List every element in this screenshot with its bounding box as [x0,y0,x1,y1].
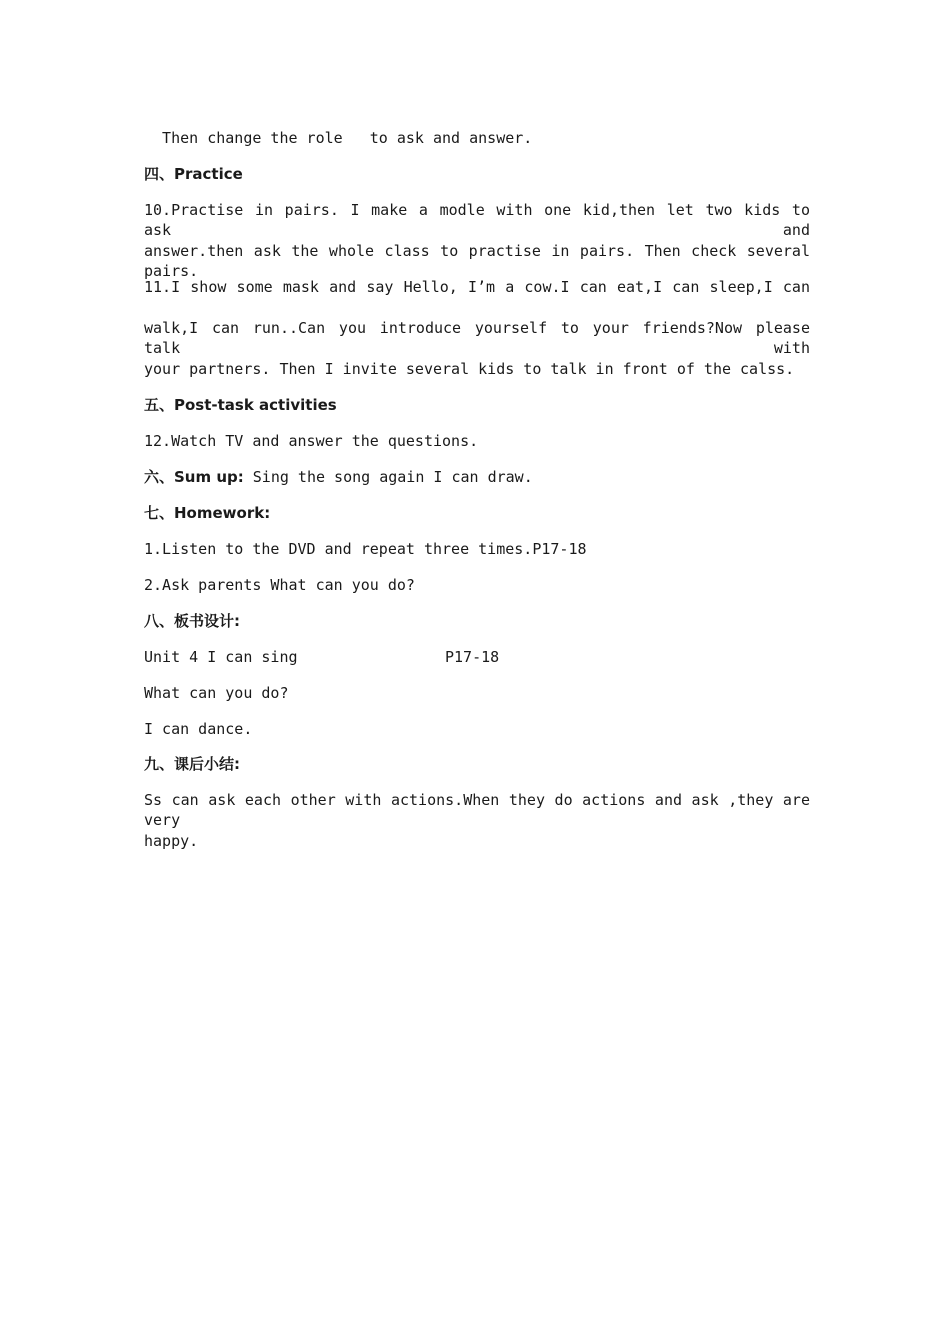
board-page-range: P17-18 [445,648,500,666]
board-design-line-1 [144,647,810,667]
summary-line-1: Ss can ask each other with actions.When they do actions and ask ,they are very [144,791,810,829]
post-task-item-12: 12.Watch TV and answer the questions. [144,432,479,450]
practice-item-10-line-2: answer.then ask the whole class to practise in pairs. Then check several pairs. [144,242,810,280]
summary-line-2: happy. [144,832,199,850]
section-sum-up-heading: 六、Sum up: [144,468,244,486]
sum-up-line [144,467,810,487]
board-unit-title: Unit 4 I can sing [144,648,298,666]
practice-item-11-line-2: walk,I can run..Can you introduce yourself to your friends?Now please talk with [144,319,810,357]
section-summary-heading: 九、课后小结: [144,755,240,773]
homework-item-2: 2.Ask parents What can you do? [144,576,415,594]
section-post-task-heading: 五、Post-task activities [144,396,337,414]
practice-item-10-line-1: 10.Practise in pairs. I make a modle with one kid,then let two kids to ask and [144,201,810,239]
role-change-line: Then change the role to ask and answer. [144,129,533,147]
practice-item-11-line-3: your partners. Then I invite several kids to talk in front of the calss. [144,360,795,378]
board-design-line-2: What can you do? [144,684,289,702]
homework-item-1: 1.Listen to the DVD and repeat three times.P17-18 [144,540,587,558]
section-homework-heading: 七、Homework: [144,504,271,522]
section-practice-heading: 四、Practice [144,165,243,183]
practice-item-11-line-1: 11.I show some mask and say Hello, I’m a cow.I can eat,I can sleep,I can [144,278,810,296]
section-board-design-heading: 八、板书设计: [144,612,240,630]
sum-up-text: Sing the song again I can draw. [243,468,533,486]
board-design-line-3: I can dance. [144,720,253,738]
